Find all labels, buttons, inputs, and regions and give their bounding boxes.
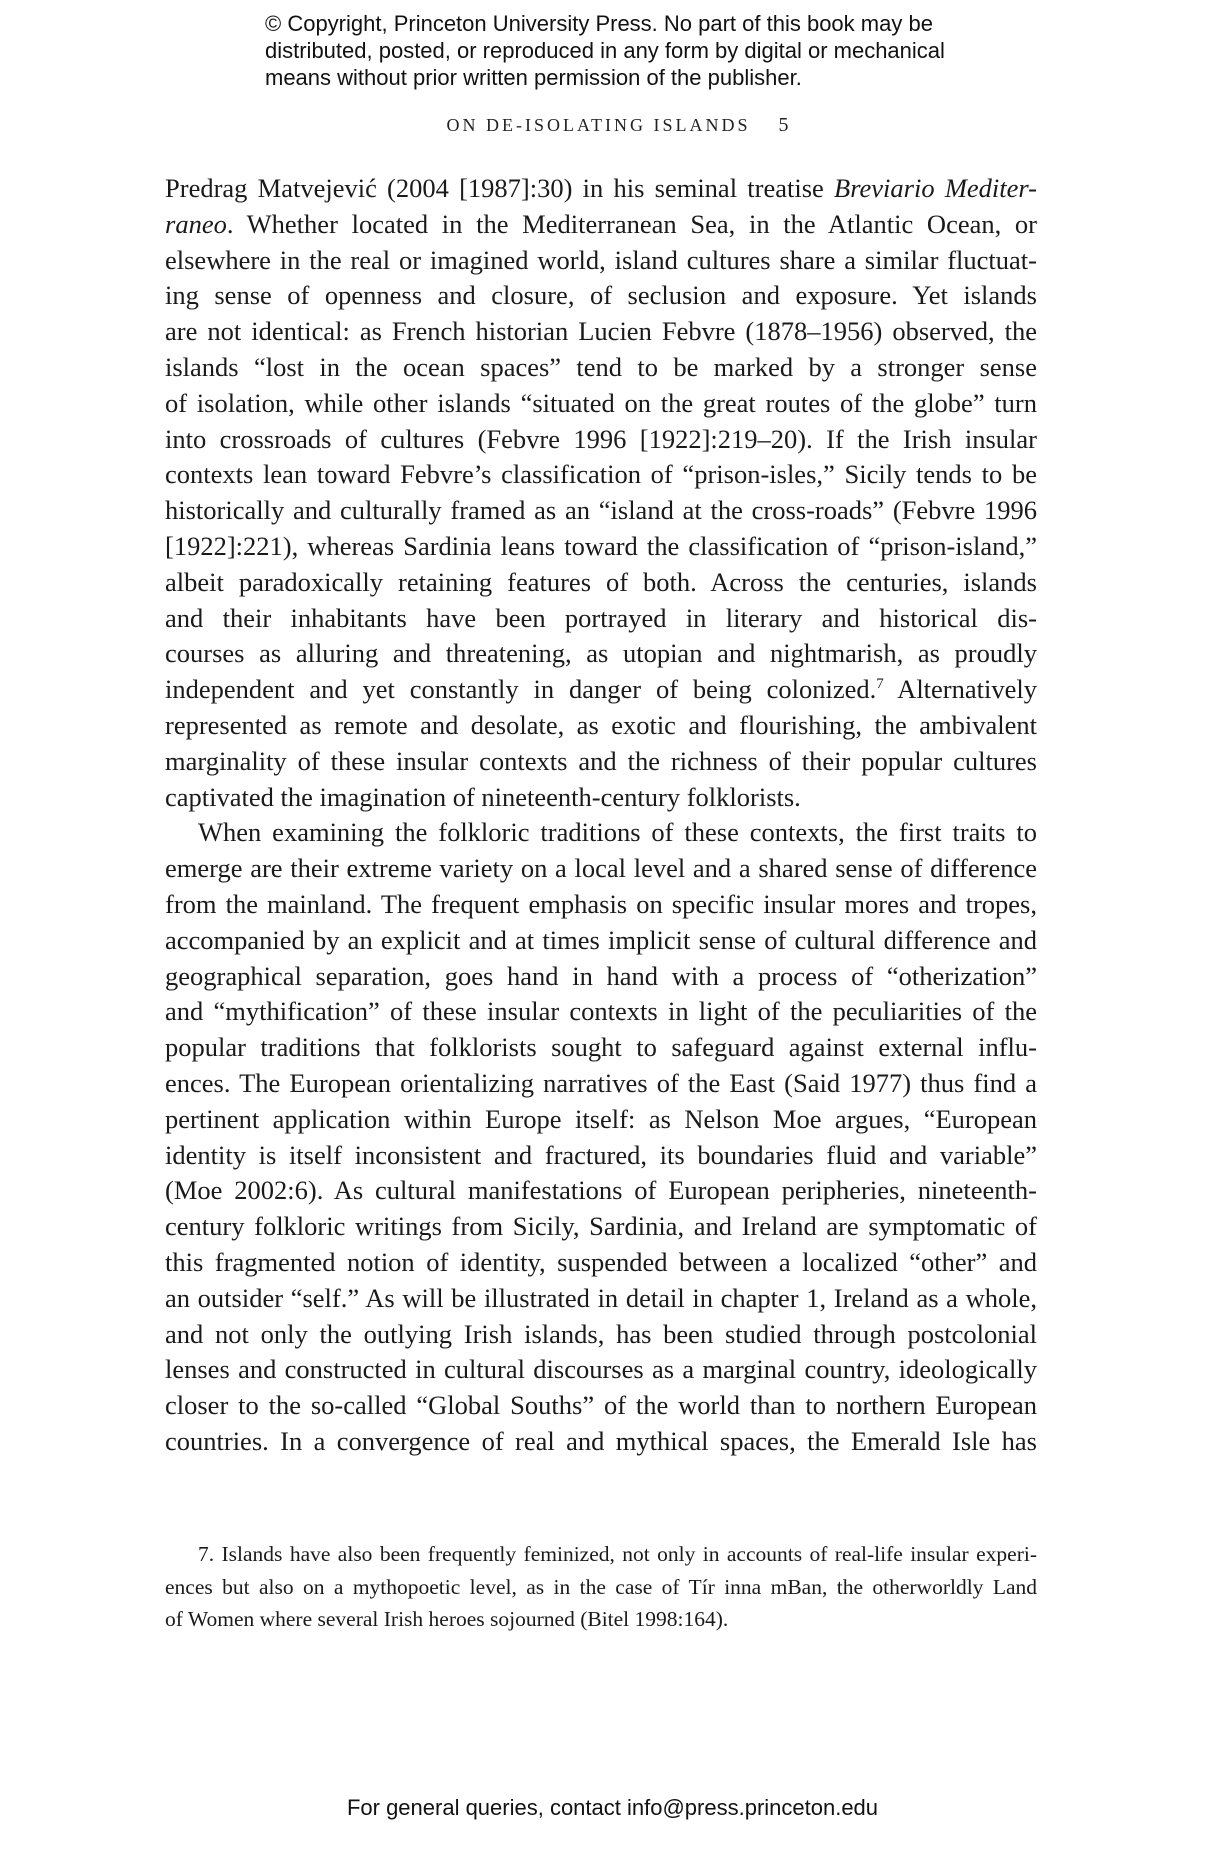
- footnote-line: of Women where several Irish heroes sojourned (Bitel 1998:164).: [165, 1607, 729, 1631]
- body-line: captivated the imagination of nineteenth-century folklorists.: [165, 781, 801, 812]
- body-line: When examining the folkloric traditions of these contexts, the first traits to: [198, 817, 1037, 848]
- footnote-7: [165, 1538, 1037, 1636]
- body-text: [165, 171, 1037, 1460]
- body-line-text: . Whether located in the Mediterranean Sea, in the Atlantic Ocean, or: [226, 208, 1037, 239]
- body-line: islands “lost in the ocean spaces” tend to be marked by a stronger sense: [165, 351, 1037, 382]
- body-line: [165, 207, 1037, 243]
- body-line: ing sense of openness and closure, of seclusion and exposure. Yet islands: [165, 280, 1037, 311]
- body-line: marginality of these insular contexts and the richness of their popular cultures: [165, 745, 1037, 776]
- body-line: from the mainland. The frequent emphasis on specific insular mores and tropes,: [165, 888, 1037, 919]
- body-line: contexts lean toward Febvre’s classification of “prison-isles,” Sicily tends to be: [165, 459, 1037, 490]
- body-line: and “mythification” of these insular contexts in light of the peculiarities of the: [165, 996, 1037, 1027]
- body-line: popular traditions that folklorists sought to safeguard against external influ-: [165, 1032, 1037, 1063]
- book-title-italic: raneo: [165, 208, 227, 239]
- body-line: countries. In a convergence of real and mythical spaces, the Emerald Isle has: [165, 1425, 1037, 1456]
- body-line: geographical separation, goes hand in hand with a process of “otherization”: [165, 960, 1037, 991]
- body-line-text: Predrag Matvejević (2004 [1987]:30) in his seminal treatise: [165, 173, 835, 203]
- body-line: pertinent application within Europe itself: as Nelson Moe argues, “European: [165, 1103, 1037, 1134]
- body-line: into crossroads of cultures (Febvre 1996 [1922]:219–20). If the Irish insular: [165, 423, 1037, 454]
- body-line: [165, 672, 1037, 708]
- body-line: century folkloric writings from Sicily, Sardinia, and Ireland are symptomatic of: [165, 1211, 1037, 1242]
- body-line: are not identical: as French historian Lucien Febvre (1878–1956) observed, the: [165, 316, 1037, 347]
- body-line: and not only the outlying Irish islands, has been studied through postcolonial: [165, 1318, 1037, 1349]
- footnote-line: ences but also on a mythopoetic level, as in the case of Tír inna mBan, the otherworldly Land: [165, 1574, 1037, 1599]
- body-line-text: Alternatively: [883, 674, 1037, 705]
- running-head: [165, 114, 1070, 137]
- body-line: emerge are their extreme variety on a local level and a shared sense of difference: [165, 853, 1037, 884]
- body-line: this fragmented notion of identity, suspended between a localized “other” and: [165, 1246, 1037, 1277]
- copyright-line-1: © Copyright, Princeton University Press. No part of this book may be: [265, 11, 933, 36]
- body-line: [165, 171, 1037, 207]
- book-title-italic: Breviario Mediter-: [834, 173, 1037, 203]
- page-number: 5: [778, 114, 789, 136]
- body-line: closer to the so-called “Global Souths” of the world than to northern European: [165, 1390, 1037, 1421]
- body-line: lenses and constructed in cultural discourses as a marginal country, ideologically: [165, 1354, 1037, 1385]
- body-line: albeit paradoxically retaining features of both. Across the centuries, islands: [165, 566, 1037, 597]
- body-line: and their inhabitants have been portrayed in literary and historical dis-: [165, 602, 1037, 633]
- body-line: courses as alluring and threatening, as utopian and nightmarish, as proudly: [165, 638, 1037, 669]
- body-line: represented as remote and desolate, as exotic and flourishing, the ambivalent: [165, 709, 1037, 740]
- body-line: an outsider “self.” As will be illustrated in detail in chapter 1, Ireland as a whole,: [165, 1282, 1037, 1313]
- body-line: identity is itself inconsistent and fractured, its boundaries fluid and variable”: [165, 1139, 1037, 1170]
- footnote-line: 7. Islands have also been frequently feminized, not only in accounts of real-life insular experi-: [198, 1542, 1037, 1566]
- body-line: ences. The European orientalizing narratives of the East (Said 1977) thus find a: [165, 1067, 1037, 1098]
- body-line: elsewhere in the real or imagined world, island cultures share a similar fluctuat-: [165, 244, 1037, 275]
- body-line: historically and culturally framed as an “island at the cross-roads” (Febvre 1996: [165, 495, 1037, 526]
- copyright-line-2: distributed, posted, or reproduced in any form by digital or mechanical: [265, 38, 945, 63]
- body-line: of isolation, while other islands “situated on the great routes of the globe” turn: [165, 387, 1037, 418]
- footnote-reference[interactable]: 7: [876, 676, 884, 693]
- footer-contact: For general queries, contact info@press.princeton.edu: [346, 1795, 879, 1820]
- body-line: (Moe 2002:6). As cultural manifestations of European peripheries, nineteenth-: [165, 1175, 1037, 1206]
- body-line: accompanied by an explicit and at times implicit sense of cultural difference and: [165, 924, 1037, 955]
- body-line-text: independent and yet constantly in danger of being colonized.: [165, 674, 877, 705]
- copyright-notice: [265, 10, 1025, 91]
- running-head-title: ON DE-ISOLATING ISLANDS: [446, 115, 751, 135]
- copyright-line-3: means without prior written permission of the publisher.: [265, 65, 802, 90]
- body-line: [1922]:221), whereas Sardinia leans toward the classification of “prison-island,”: [165, 530, 1037, 561]
